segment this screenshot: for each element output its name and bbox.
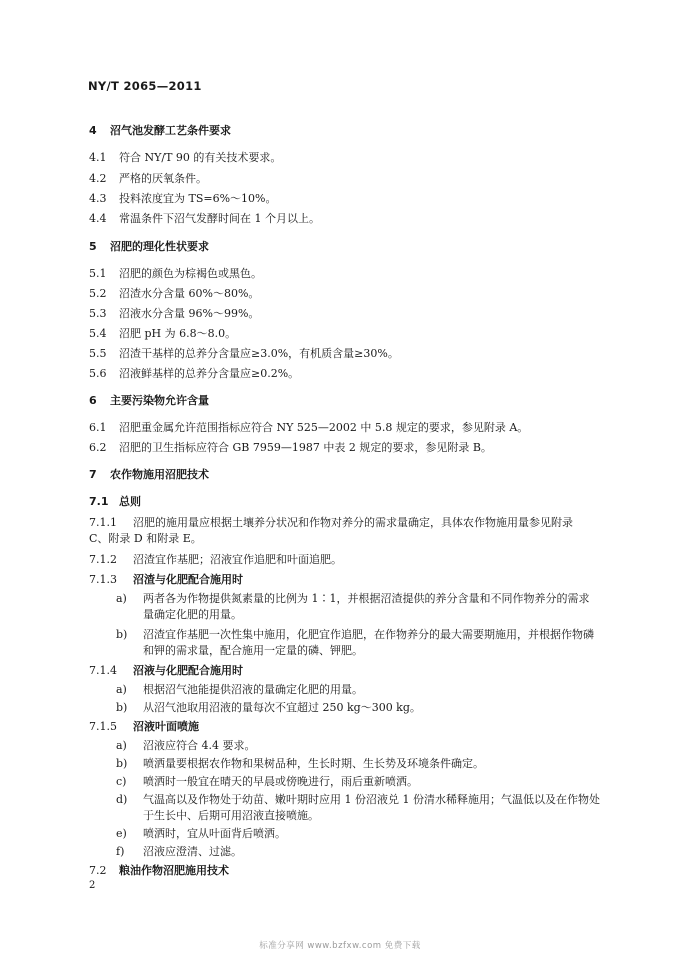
list-item-continued: 于生长中、后期可用沼液直接喷施。: [143, 809, 319, 822]
document-page: NY/T 2065—2011 4 沼气池发酵工艺条件要求 4.1 符合 NY/T 90 的有关技术要求。 4.2 严格的厌氧条件。 4.3 投料浓度宜为 TS=6%～10%。 4.4 常温条件下沼气发酵时间在 1 个月以上。 5 沼肥的理化性状要求 5.1 沼肥的颜色为棕褐色或黑色。 5.2 沼渣水分含量 60%～80%。 5.3 沼液水分含量 96%～99%。 5.4 沼肥 pH 为 6.8～8.0。 5.5 沼渣干基样的总养分含量应≥3.0%，有机质含量≥30%。 5.6 沼液鲜基样的总养分含量应≥0.2%。 6 主要污染物允许含量 6.1 沼肥重金属允许范围指标应符合 NY 525—2002 中 5.8 规定的要求，参见附录 A。 6.2 沼肥的卫生指标应符合 GB 7959—1987 中表 2 规定的要求，参见附录 B。 7 农作物施用沼肥技术 7.1 总则 7.1.1 沼肥的施用量应根据土壤养分状况和作物对养分的需求量确定，具体农作物施用量参见附录 C、附录 D 和附录 E。 7.1.2 沼渣宜作基肥；沼液宜作追肥和叶面追肥。 7.1.3 沼渣与化肥配合施用时 a) 两者各为作物提供氮素量的比例为 1∶1，并根据沼渣提供的养分含量和不同作物养分的需求 量确定化肥的用量。 b) 沼渣宜作基肥一次性集中施用，化肥宜作追肥，在作物养分的最大需要期施用，并根据作物磷 和钾的需求量，配合施用一定量的磷、钾肥。 7.1.4 沼液与化肥配合施用时 a) 根据沼气池能提供沼液的量确定化肥的用量。 b) 从沼气池取用沼液的量每次不宜超过 250 kg～300 kg。 7.1.5 沼液叶面喷施 a) 沼液应符合 4.4 要求。 b) 喷洒量要根据农作物和果树品种，生长时期、生长势及环境条件确定。 c) 喷洒时一般宜在晴天的早晨或傍晚进行，雨后重新喷洒。 d) 气温高以及作物处于幼苗、嫩叶期时应用 1 份沼液兑 1 份清水稀释施用；气温低以及在作物处 于生长中、后期可用沼液直接喷施。 e) 喷洒时，宜从叶面背后喷洒。 f) 沼液应澄清、过滤。 7.2 粮油作物沼肥施用技术 2 标准分享网 www.bzfxw.com 免费下载: [0, 0, 680, 960]
list-item-continued: 和钾的需求量，配合施用一定量的磷、钾肥。: [143, 644, 363, 657]
section-title: 沼气池发酵工艺条件要求: [110, 124, 231, 137]
footer-watermark[interactable]: 标准分享网 www.bzfxw.com 免费下载: [259, 941, 421, 951]
list-item-continued: 量确定化肥的用量。: [143, 608, 242, 621]
document-code: NY/T 2065—2011: [88, 79, 202, 93]
section-number: 4: [89, 124, 97, 137]
page-number: 2: [89, 880, 96, 891]
clause-7-1-1-continued: C、附录 D 和附录 E。: [89, 532, 202, 545]
